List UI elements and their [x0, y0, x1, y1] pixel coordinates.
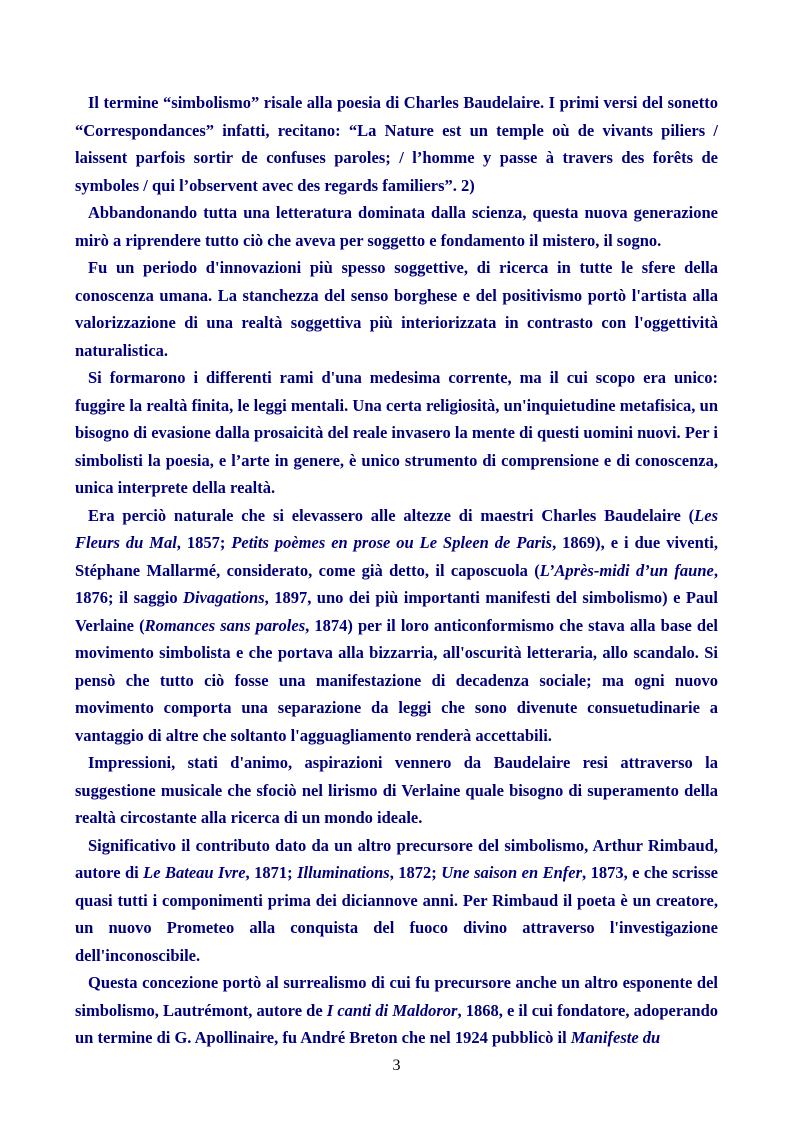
- text-run: , 1857;: [176, 533, 232, 552]
- italic-title: Petits poèmes en prose ou Le Spleen de Paris: [231, 533, 553, 552]
- paragraph: [75, 969, 718, 1052]
- italic-title: Divagations: [183, 588, 265, 607]
- paragraph: [75, 749, 718, 832]
- text-run: Questa concezione portò al surrealismo di cui fu precursore anche un altro esponente del simbolismo, Lautrémont, autore de: [75, 973, 718, 1020]
- paragraph: [75, 89, 718, 199]
- text-run: , 1897, uno dei più importanti manifesti del simbolismo) e Paul Verlaine (: [75, 588, 718, 635]
- text-run: Fu un periodo d'innovazioni più spesso soggettive, di ricerca in tutte le sfere della conoscenza umana. La stanchezza del senso borghese e del positivismo portò l'artista alla valorizzazione di una realtà soggettiva più interiorizzata in contrasto con l'oggettività naturalistica.: [75, 258, 718, 360]
- text-run: , 1871;: [245, 863, 298, 882]
- text-run: Impressioni, stati d'animo, aspirazioni vennero da Baudelaire resi attraverso la suggestione musicale che sfociò nel lirismo di Verlaine quale bisogno di superamento della realtà circostante alla ricerca di un mondo ideale.: [75, 753, 718, 827]
- text-run: Il termine “simbolismo” risale alla poesia di Charles Baudelaire. I primi versi del sonetto “Correspondances” infatti, recitano: “La Nature est un temple où de vivants piliers / laissent parfois sortir de confuses paroles; / l’homme y passe à travers des forêts de symboles / qui l’observent avec des regards familiers”. 2): [75, 93, 718, 195]
- text-run: Significativo il contributo dato da un altro precursore del simbolismo, Arthur Rimbaud, autore di: [75, 835, 718, 882]
- italic-title: I canti di Maldoror: [326, 1000, 458, 1020]
- italic-title: Le Bateau Ivre: [143, 863, 246, 882]
- body-text: [75, 89, 718, 1052]
- italic-title: Manifeste du: [570, 1028, 661, 1047]
- text-run: , 1869), e i due viventi, Stéphane Mallarmé, considerato, come già detto, il caposcuola (: [75, 533, 718, 580]
- page-number: 3: [392, 1057, 401, 1074]
- text-run: Abbandonando tutta una letteratura dominata dalla scienza, questa nuova generazione mirò a riprendere tutto ciò che aveva per soggetto e fondamento il mistero, il sogno.: [75, 203, 718, 250]
- italic-title: Les Fleurs du Mal: [75, 505, 718, 552]
- paragraph: [75, 199, 718, 254]
- text-run: , 1872;: [389, 863, 442, 882]
- text-run: Era perciò naturale che si elevassero alle altezze di maestri Charles Baudelaire (: [88, 505, 695, 525]
- text-run: Si formarono i differenti rami d'una medesima corrente, ma il cui scopo era unico: fuggire la realtà finita, le leggi mentali. Una certa religiosità, un'inquietudine metafisica, un bisogno di evasione dalla prosaicità del reale invasero la mente di questi uomini nuovi. Per i simbolisti la poesia, e l’arte in genere, è unico strumento di comprensione e di conoscenza, unica interprete della realtà.: [75, 368, 718, 497]
- italic-title: Illuminations: [297, 863, 390, 882]
- text-run: , 1876; il saggio: [75, 560, 718, 607]
- italic-title: Une saison en Enfer: [441, 863, 582, 882]
- paragraph: [75, 254, 718, 364]
- text-run: , 1868, e il cui fondatore, adoperando un termine di G. Apollinaire, fu André Breton che nel 1924 pubblicò il: [75, 1000, 718, 1047]
- paragraph: [75, 502, 718, 750]
- text-run: , 1874) per il loro anticonformismo che stava alla base del movimento simbolista e che portava alla bizzarria, all'oscurità letteraria, allo scandalo. Si pensò che tutto ciò fosse una manifestazione di decadenza sociale; ma ogni nuovo movimento comporta una separazione da leggi che sono divenute consuetudinarie a vantaggio di altre che soltanto l'agguagliamento renderà accettabili.: [75, 615, 719, 745]
- paragraph: [75, 832, 718, 970]
- italic-title: L’Après-midi d’un faune: [539, 560, 714, 580]
- italic-title: Romances sans paroles: [144, 615, 306, 635]
- text-run: , 1873, e che scrisse quasi tutti i componimenti prima dei diciannove anni. Per Rimbaud il poeta è un creatore, un nuovo Prometeo alla conquista del fuoco divino attraverso l'investigazione dell'inconoscibile.: [75, 863, 718, 965]
- paragraph: [75, 364, 718, 502]
